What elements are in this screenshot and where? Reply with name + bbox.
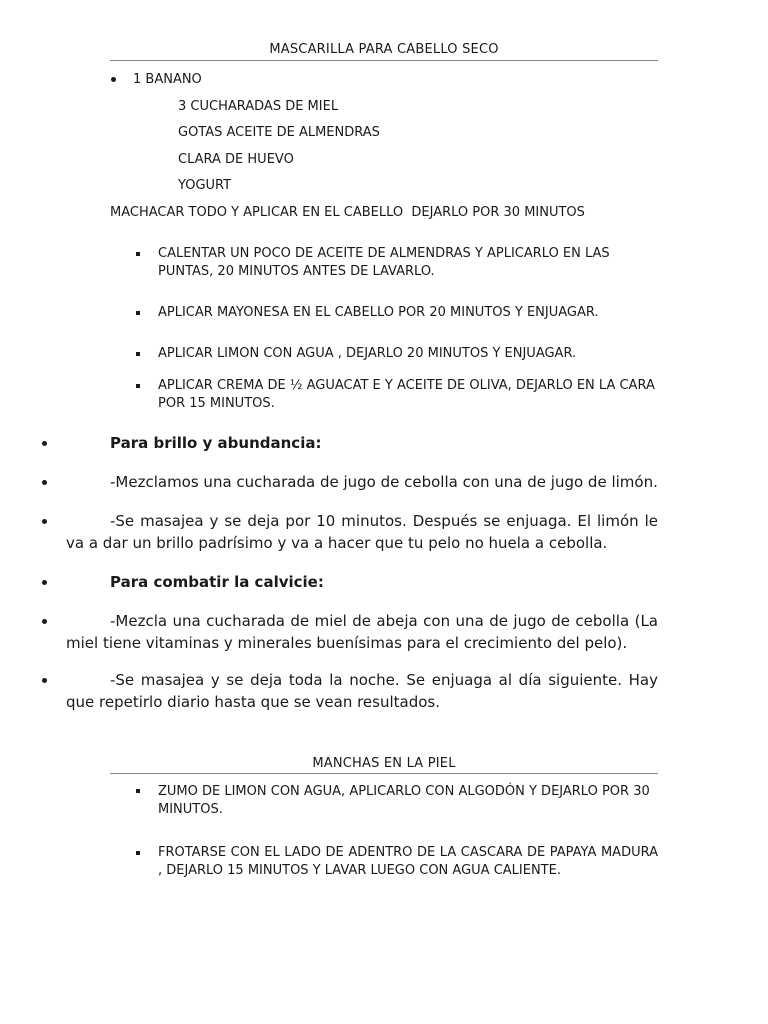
ingredient-almond-oil: GOTAS ACEITE DE ALMENDRAS (178, 125, 380, 140)
section-title-dry-hair: MASCARILLA PARA CABELLO SECO (269, 42, 499, 57)
bullet-dot (42, 480, 47, 485)
bullet-dot (42, 580, 47, 585)
bullet-dot (111, 77, 116, 82)
bullet-dot (42, 519, 47, 524)
bullet-square (136, 311, 140, 315)
section-title-underline (110, 773, 658, 774)
remedy-step: -Mezcla una cucharada de miel de abeja con una de jugo de cebolla (La miel tiene vitaminas y minerales buenísimas para el crecimiento del pelo). (66, 612, 658, 652)
bullet-square (136, 789, 140, 793)
section-title-skin-spots: MANCHAS EN LA PIEL (312, 756, 456, 771)
remedy-step: -Se masajea y se deja toda la noche. Se enjuaga al día siguiente. Hay que repetirlo diario hasta que se vean resultados. (66, 671, 658, 711)
remedy-heading-shine: Para brillo y abundancia: (110, 434, 322, 452)
remedy-heading-baldness: Para combatir la calvicie: (110, 573, 324, 591)
ingredient-honey: 3 CUCHARADAS DE MIEL (178, 99, 339, 114)
bullet-dot (42, 619, 47, 624)
tip-mayonnaise: APLICAR MAYONESA EN EL CABELLO POR 20 MINUTOS Y ENJUAGAR. (158, 305, 599, 320)
bullet-dot (42, 678, 47, 683)
tip-lemon-cotton: ZUMO DE LIMON CON AGUA, APLICARLO CON ALGODÓN Y DEJARLO POR 30 MINUTOS. (158, 784, 650, 817)
remedy-step: -Mezclamos una cucharada de jugo de cebolla con una de jugo de limón. (110, 473, 658, 491)
bullet-square (136, 384, 140, 388)
ingredient-egg-white: CLARA DE HUEVO (178, 152, 294, 167)
remedy-step: -Se masajea y se deja por 10 minutos. Después se enjuaga. El limón le va a dar un brillo padrísimo y va a hacer que tu pelo no huela a cebolla. (66, 512, 658, 552)
ingredient-banana: 1 BANANO (133, 72, 202, 87)
bullet-square (136, 851, 140, 855)
bullet-square (136, 352, 140, 356)
mask-instruction: MACHACAR TODO Y APLICAR EN EL CABELLO DEJARLO POR 30 MINUTOS (110, 205, 585, 220)
bullet-dot (42, 441, 47, 446)
tip-lemon-water: APLICAR LIMON CON AGUA , DEJARLO 20 MINUTOS Y ENJUAGAR. (158, 346, 577, 361)
section-title-underline (110, 60, 658, 61)
tip-avocado-olive: APLICAR CREMA DE ½ AGUACAT E Y ACEITE DE OLIVA, DEJARLO EN LA CARA POR 15 MINUTOS. (158, 378, 655, 411)
tip-almond-oil: CALENTAR UN POCO DE ACEITE DE ALMENDRAS Y APLICARLO EN LAS PUNTAS, 20 MINUTOS ANTES DE LAVARLO. (158, 246, 610, 279)
ingredient-yogurt: YOGURT (178, 178, 232, 193)
tip-papaya-peel: FROTARSE CON EL LADO DE ADENTRO DE LA CASCARA DE PAPAYA MADURA , DEJARLO 15 MINUTOS Y LAVAR LUEGO CON AGUA CALIENTE. (158, 845, 658, 878)
bullet-square (136, 252, 140, 256)
